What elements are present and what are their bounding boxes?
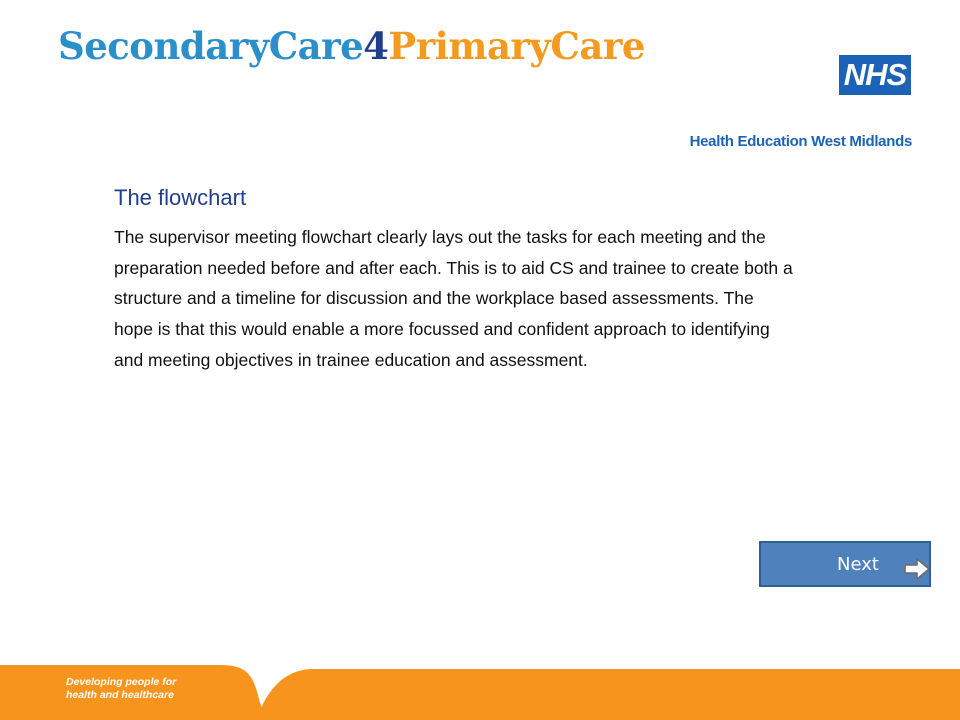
brand-title-secondary: SecondaryCare: [58, 24, 364, 68]
section-heading: The flowchart: [114, 185, 247, 210]
brand-title: [58, 24, 645, 68]
footer-tagline: Developing people for health and healthcare: [66, 676, 177, 701]
brand-title-four: 4: [363, 24, 389, 68]
brand-title-primary: PrimaryCare: [388, 24, 645, 68]
organisation-name: Health Education West Midlands: [689, 133, 912, 150]
footer-band: [0, 665, 960, 720]
next-button[interactable]: [759, 541, 931, 587]
nhs-logo: NHS: [839, 55, 911, 95]
arrow-right-icon: [904, 558, 930, 580]
body-paragraph: The supervisor meeting flowchart clearly lays out the tasks for each meeting and the preparation needed before and after each. This is to aid CS and trainee to create both a structure and a timeline for discussion and the workplace based assessments. The hope is that this would enable a more focussed and confident approach to identifying and meeting objectives in trainee education and assessment.: [114, 227, 793, 370]
next-button-label: Next: [837, 554, 879, 575]
